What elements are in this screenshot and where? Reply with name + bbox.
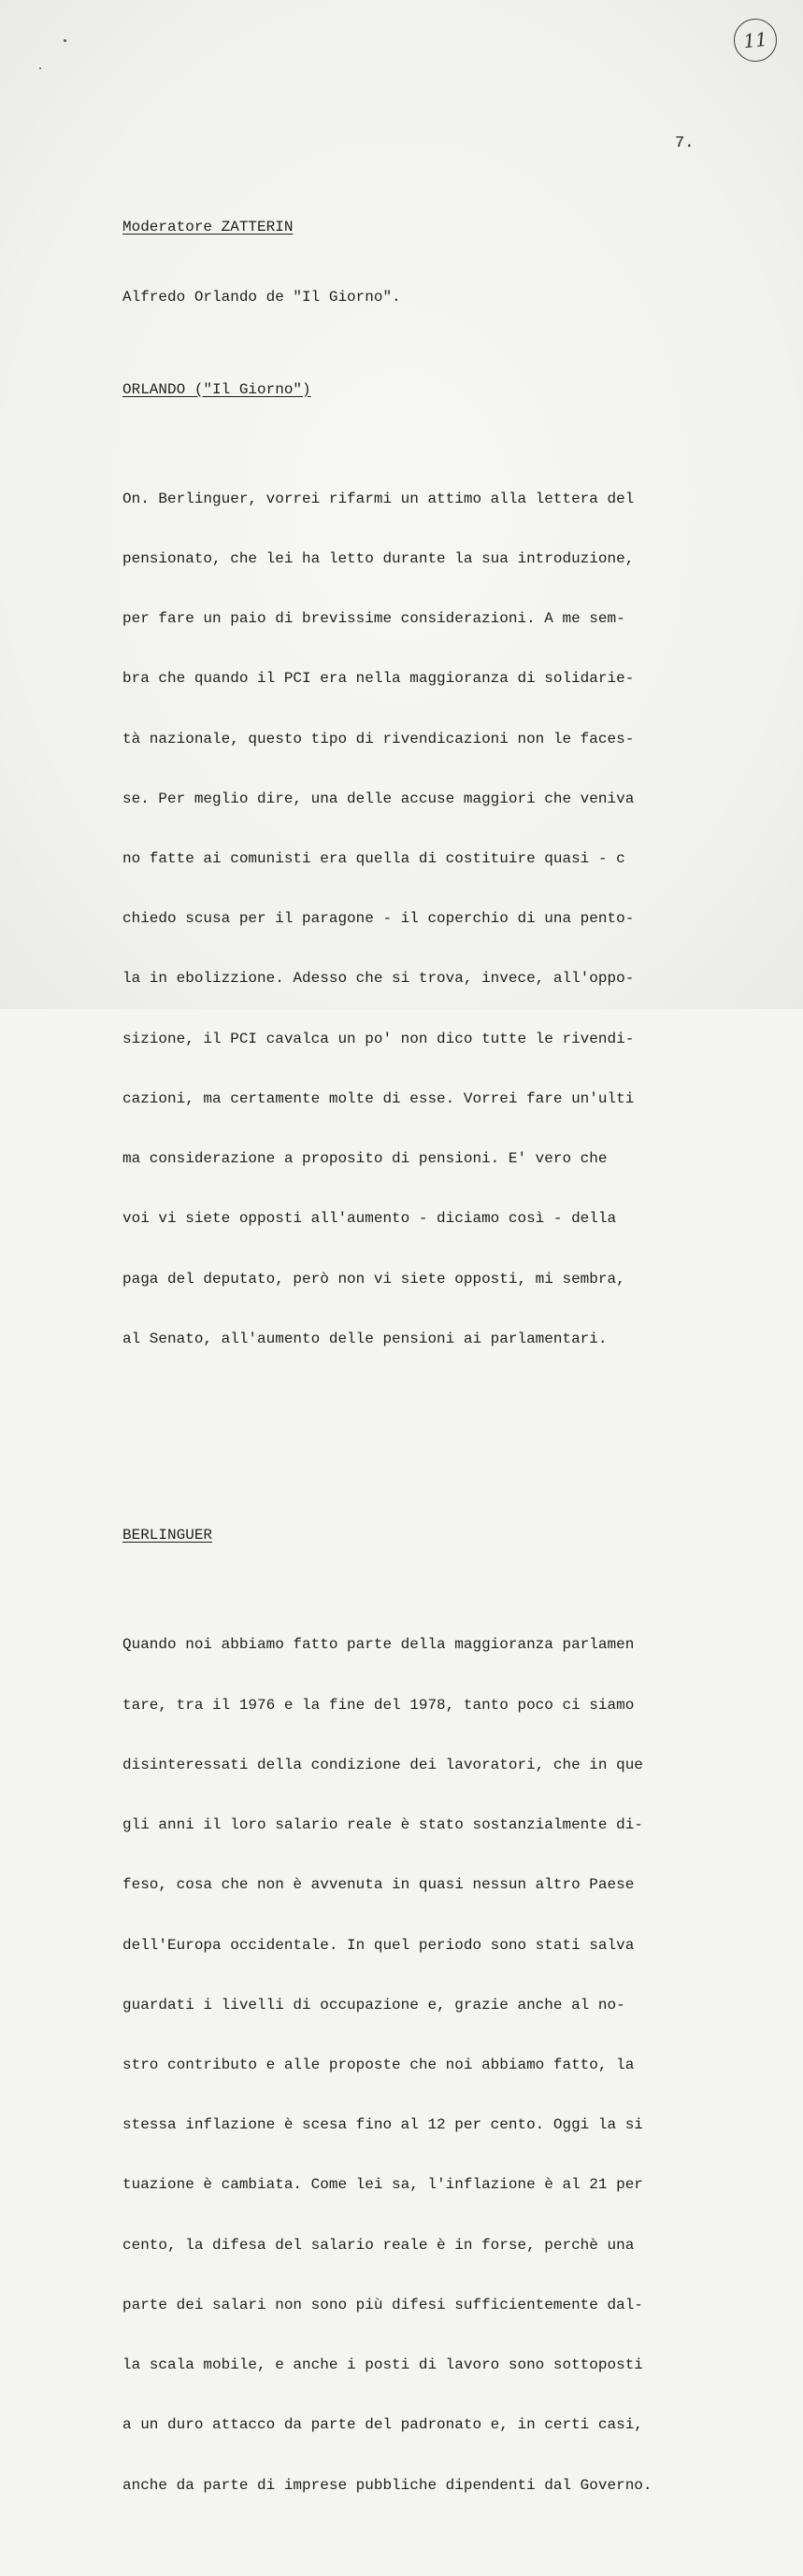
text-line: stessa inflazione è scesa fino al 12 per cento. Oggi la si xyxy=(122,2116,643,2134)
speech-berlinguer xyxy=(122,1596,730,2536)
speaker-heading-orlando: ORLANDO ("Il Giorno") xyxy=(122,380,311,398)
moderator-heading: Moderatore ZATTERIN xyxy=(122,218,294,235)
text-line: tà nazionale, questo tipo di rivendicazioni non le faces- xyxy=(122,730,635,747)
text-line: sizione, il PCI cavalca un po' non dico tutte le rivendi- xyxy=(122,1030,635,1047)
text-line: stro contributo e alle proposte che noi abbiamo fatto, la xyxy=(122,2056,635,2073)
text-line: la scala mobile, e anche i posti di lavoro sono sottoposti xyxy=(122,2356,643,2374)
text-line: tuazione è cambiata. Come lei sa, l'inflazione è al 21 per xyxy=(122,2176,643,2194)
text-line: On. Berlinguer, vorrei rifarmi un attimo alla lettera del xyxy=(122,490,635,507)
speech-orlando xyxy=(122,449,730,1389)
text-line: anche da parte di imprese pubbliche dipendenti dal Governo. xyxy=(122,2476,652,2494)
text-line: Quando noi abbiamo fatto parte della maggioranza parlamen xyxy=(122,1636,635,1654)
text-line: paga del deputato, però non vi siete opposti, mi sembra, xyxy=(122,1270,625,1288)
text-line: per fare un paio di brevissime considerazioni. A me sem- xyxy=(122,610,625,628)
text-line: cento, la difesa del salario reale è in forse, perchè una xyxy=(122,2236,635,2254)
text-line: no fatte ai comunisti era quella di costituire quasi - c xyxy=(122,850,625,867)
archive-number-stamp: 11 xyxy=(732,17,780,64)
text-line: pensionato, che lei ha letto durante la sua introduzione, xyxy=(122,549,635,567)
text-line: chiedo scusa per il paragone - il coperchio di una pento- xyxy=(122,910,635,928)
text-line: dell'Europa occidentale. In quel periodo sono stati salva xyxy=(122,1936,635,1954)
text-line: guardati i livelli di occupazione e, grazie anche al no- xyxy=(122,1996,625,2014)
text-line: disinteressati della condizione dei lavoratori, che in que xyxy=(122,1756,643,1773)
text-line: feso, cosa che non è avvenuta in quasi nessun altro Paese xyxy=(122,1876,635,1894)
text-line: se. Per meglio dire, una delle accuse maggiori che venivа xyxy=(122,790,635,807)
moderator-intro: Alfredo Orlando de "Il Giorno". xyxy=(122,289,401,306)
text-line: tare, tra il 1976 e la fine del 1978, tanto poco ci siamo xyxy=(122,1696,635,1714)
text-line: parte dei salari non sono più difesi sufficientemente dal- xyxy=(122,2296,643,2313)
text-line: ma considerazione a proposito di pensioni. E' vero che xyxy=(122,1150,608,1168)
transcript-body xyxy=(122,178,730,2576)
paper-speck xyxy=(39,67,41,69)
text-line: bra che quando il PCI era nella maggioranza di solidarie- xyxy=(122,670,635,688)
text-line: voi vi siete opposti all'aumento - diciamo così - della xyxy=(122,1210,617,1228)
text-line: gli anni il loro salario reale è stato sostanzialmente di- xyxy=(122,1816,643,1834)
speaker-heading-berlinguer: BERLINGUER xyxy=(122,1527,213,1544)
paper-speck xyxy=(64,39,66,42)
page-number: 7. xyxy=(675,135,695,152)
text-line: cazioni, ma certamente molte di esse. Vorrei fare un'ulti xyxy=(122,1089,635,1107)
text-line: al Senato, all'aumento delle pensioni ai parlamentari. xyxy=(122,1330,608,1347)
text-line: la in ebolizzione. Adesso che si trova, invece, all'oppo- xyxy=(122,970,635,988)
text-line: a un duro attacco da parte del padronato e, in certi casi, xyxy=(122,2416,643,2434)
